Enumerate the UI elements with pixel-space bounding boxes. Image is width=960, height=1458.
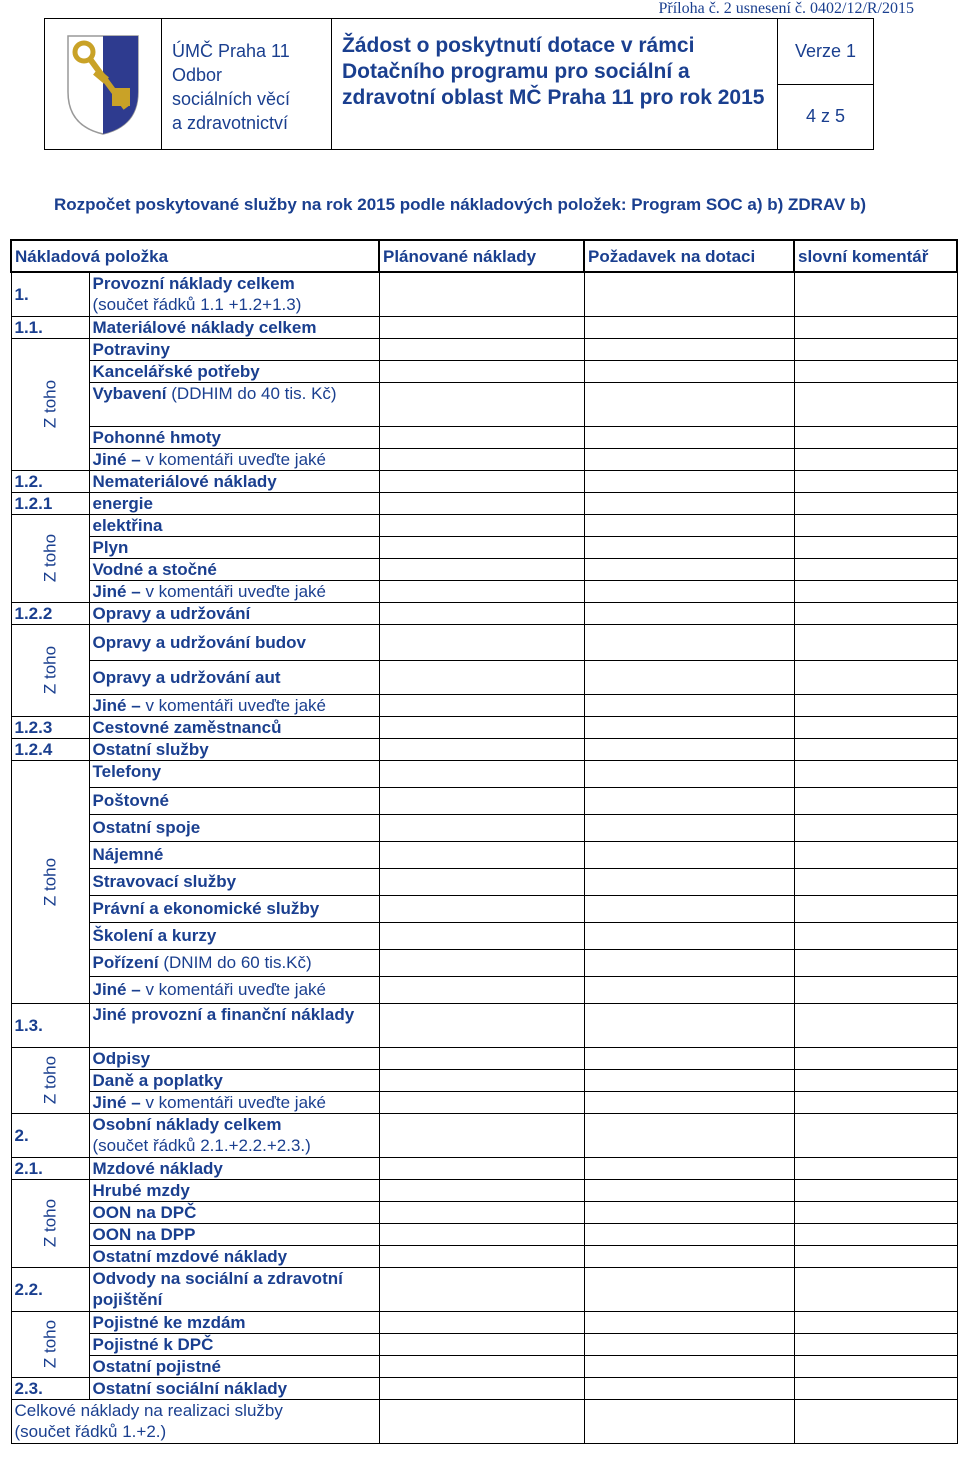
table-row: Jiné – v komentáři uveďte jaké [11,580,957,602]
table-row: Pohonné hmoty [11,426,957,448]
table-row: Ostatní mzdové náklady [11,1245,957,1267]
table-row: OON na DPP [11,1223,957,1245]
department-name: ÚMČ Praha 11 Odbor sociálních věcí a zdravotnictví [162,19,332,149]
table-row: 2.1. Mzdové náklady [11,1157,957,1179]
table-row: Jiné – v komentáři uveďte jaké [11,1091,957,1113]
z-toho-label: Z toho [11,1047,89,1113]
table-row: 1. Provozní náklady celkem (součet řádků 1.1 +1.2+1.3) [11,272,957,316]
table-row: 1.1. Materiálové náklady celkem [11,316,957,338]
page-number: 4 z 5 [805,106,846,127]
table-row: Pořízení (DNIM do 60 tis.Kč) [11,949,957,976]
annex-reference: Příloha č. 2 usnesení č. 0402/12/R/2015 [658,0,914,17]
z-toho-label: Z toho [11,624,89,716]
table-row: Ostatní pojistné [11,1355,957,1377]
z-toho-label: Z toho [11,514,89,602]
table-header [11,240,957,272]
table-row: Z toho Opravy a udržování budov [11,624,957,660]
budget-subtitle: Rozpočet poskytované služby na rok 2015 podle nákladových položek: Program SOC a) b) ZDRAV b) [54,195,867,214]
table-row: Z toho Odpisy [11,1047,957,1069]
table-row: 1.2.4 Ostatní služby [11,738,957,760]
total-row: Celkové náklady na realizaci služby (součet řádků 1.+2.) [11,1399,957,1443]
z-toho-label: Z toho [11,338,89,470]
table-row: 1.3. Jiné provozní a finanční náklady [11,1003,957,1047]
table-row: Stravovací služby [11,868,957,895]
table-row: Ostatní spoje [11,814,957,841]
table-row: Daně a poplatky [11,1069,957,1091]
table-row: 2.3. Ostatní sociální náklady [11,1377,957,1399]
table-row: 1.2. Nemateriálové náklady [11,470,957,492]
table-row: Jiné – v komentáři uveďte jaké [11,448,957,470]
table-row: Vybavení (DDHIM do 40 tis. Kč) [11,382,957,426]
z-toho-label: Z toho [11,760,89,1003]
comment-cell[interactable] [794,272,957,316]
version-label: Verze 1 [778,19,873,85]
col-comment: slovní komentář [794,240,957,272]
col-request: Požadavek na dotaci [584,240,794,272]
table-row: Z toho Hrubé mzdy [11,1179,957,1201]
z-toho-label: Z toho [11,1311,89,1377]
table-row: Jiné – v komentáři uveďte jaké [11,976,957,1003]
table-row: 1.2.2 Opravy a udržování [11,602,957,624]
table-row: Z toho elektřina [11,514,957,536]
table-row: 1.2.1 energie [11,492,957,514]
crest-logo [45,19,162,149]
table-row: Vodné a stočné [11,558,957,580]
col-planned: Plánované náklady [379,240,584,272]
request-cell[interactable] [584,272,794,316]
table-row: Z toho Telefony [11,760,957,787]
table-row: 1.2.3 Cestovné zaměstnanců [11,716,957,738]
table-row: Plyn [11,536,957,558]
table-row: OON na DPČ [11,1201,957,1223]
document-header [44,18,874,150]
table-row: 2. Osobní náklady celkem (součet řádků 2.1.+2.2.+2.3.) [11,1113,957,1157]
table-row: Jiné – v komentáři uveďte jaké [11,694,957,716]
table-row: Opravy a udržování aut [11,660,957,694]
table-row: Poštovné [11,787,957,814]
col-cost-item: Nákladová položka [11,240,379,272]
table-row: Nájemné [11,841,957,868]
z-toho-label: Z toho [11,1179,89,1267]
table-row: Pojistné k DPČ [11,1333,957,1355]
table-row: Z toho Potraviny [11,338,957,360]
table-row: 2.2. Odvody na sociální a zdravotní pojištění [11,1267,957,1311]
document-title: Žádost o poskytnutí dotace v rámci Dotačního programu pro sociální a zdravotní oblast MČ Praha 11 pro rok 2015 [332,19,778,149]
table-row: Školení a kurzy [11,922,957,949]
table-row: Právní a ekonomické služby [11,895,957,922]
planned-cell[interactable] [379,272,584,316]
budget-table [10,239,958,1444]
table-row: Z toho Pojistné ke mzdám [11,1311,957,1333]
table-row: Kancelářské potřeby [11,360,957,382]
